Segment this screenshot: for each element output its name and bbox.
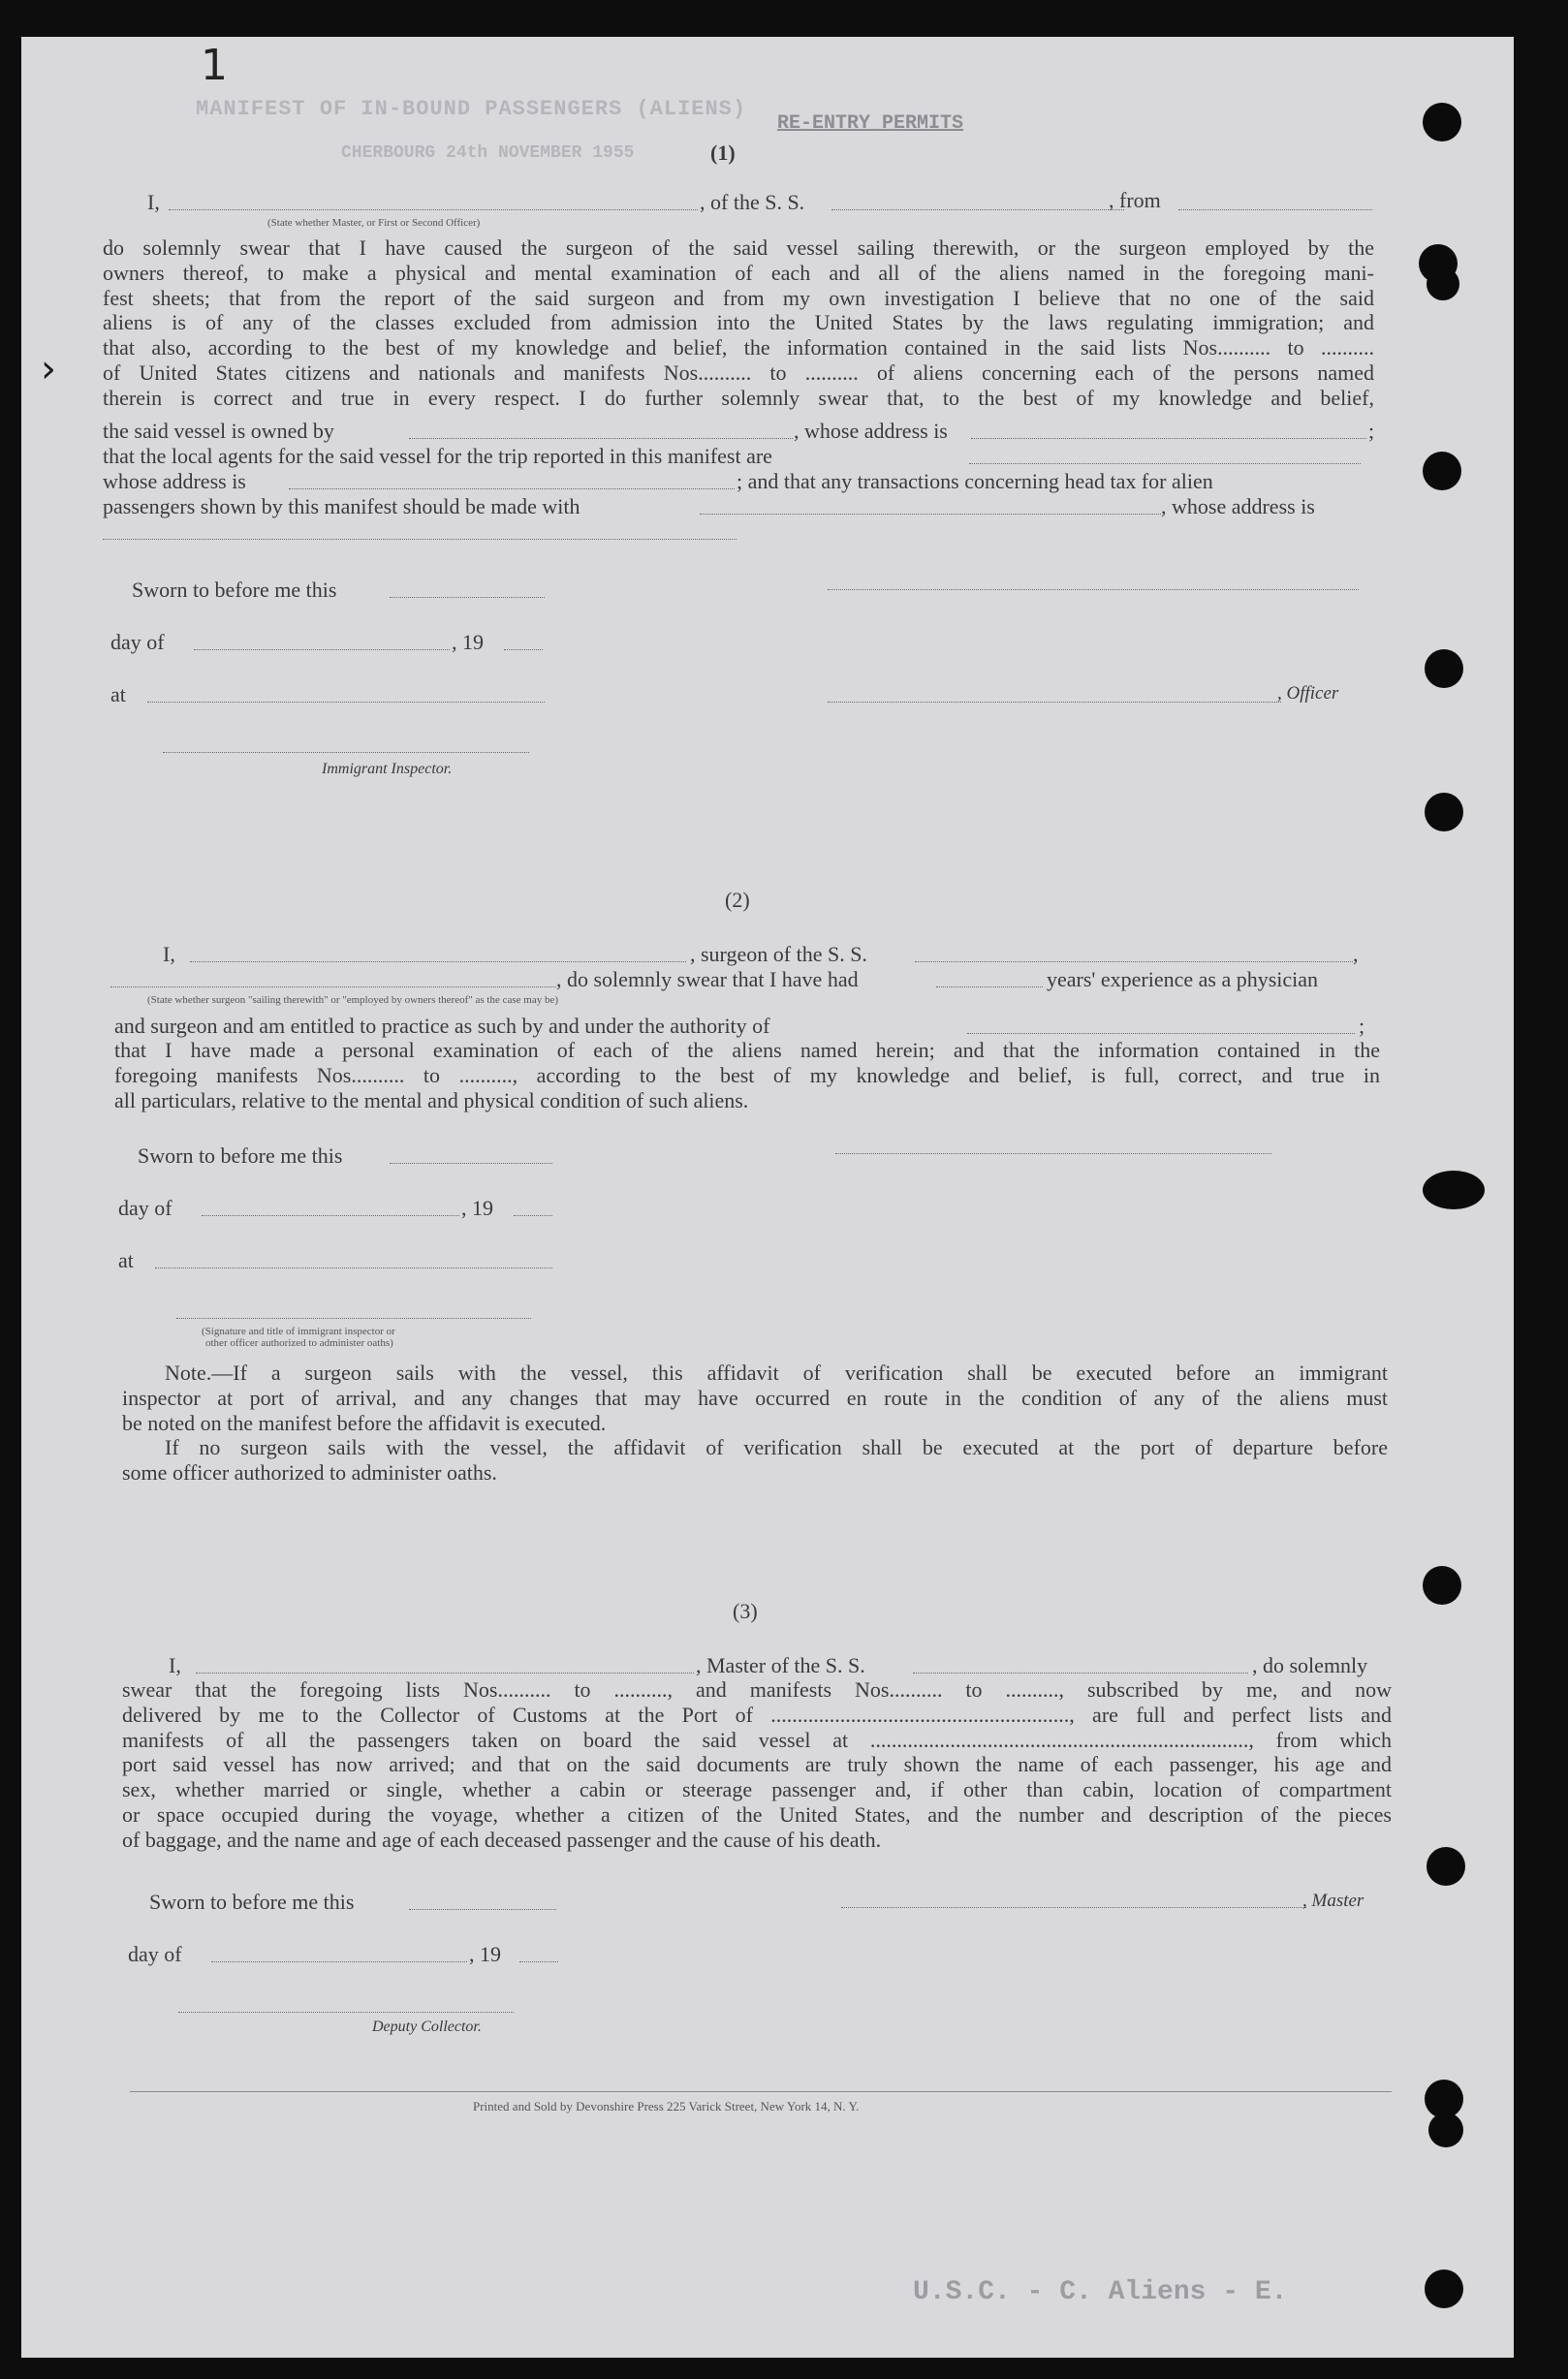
s3-solemnly-label: , do solemnly [1252, 1653, 1368, 1677]
form-id-stamp: U.S.C. - C. Aliens - E. [913, 2277, 1288, 2307]
binder-hole [1423, 452, 1461, 490]
s3-body-line: of baggage, and the name and age of each deceased passenger and the cause of his death. [122, 1827, 882, 1852]
s2-signature-note-2: other officer authorized to administer oaths) [205, 1337, 393, 1349]
stamp-manifest-title: MANIFEST OF IN-BOUND PASSENGERS (ALIENS) [196, 97, 747, 121]
s1-body-line: do solemnly swear that I have caused the surgeon of the said vessel sailing therewith, or the surgeon employed by the [103, 235, 1374, 260]
s2-vessel-field[interactable] [915, 961, 1353, 962]
s1-officer-name-field[interactable] [169, 209, 698, 210]
s2-signature-note-1: (Signature and title of immigrant inspector or [202, 1326, 395, 1337]
s1-body-line: aliens is of any of the classes excluded from admission into the United States by the laws regulating immigration; and [103, 310, 1374, 335]
binder-hole [1425, 793, 1463, 831]
binder-hole [1423, 1171, 1485, 1209]
binder-hole [1427, 267, 1459, 300]
s3-master-of-label: , Master of the S. S. [696, 1653, 865, 1677]
s2-inspector-signature-field[interactable] [176, 1318, 531, 1319]
s3-body-line: or space occupied during the voyage, whether a citizen of the United States, and the number and description of the pieces [122, 1801, 1392, 1827]
binder-hole [1423, 1566, 1461, 1605]
s2-surgeon-note: (State whether surgeon "sailing therewith" or "employed by owners thereof" as the case may be) [147, 994, 559, 1006]
s2-years-label: years' experience as a physician [1047, 967, 1319, 991]
s2-note [122, 1361, 1388, 1486]
s3-deputy-signature-field[interactable] [178, 2012, 514, 2013]
s1-address-3-label: , whose address is [1161, 494, 1315, 518]
s1-local-agents-field[interactable] [969, 463, 1361, 464]
s1-body-line: therein is correct and true in every respect. I do further solemnly swear that, to the best of my knowledge and belief, [103, 385, 1374, 410]
s3-day-field[interactable] [211, 1961, 467, 1962]
s1-from-label: , from [1109, 188, 1161, 212]
s2-note-line: Note.—If a surgeon sails with the vessel, this affidavit of verification shall be executed before an immigrant [165, 1361, 1388, 1385]
s2-comma: , [1353, 942, 1359, 966]
s3-year-label: , 19 [469, 1942, 501, 1966]
section-1-number: (1) [710, 141, 736, 165]
footer-rule [130, 2091, 1392, 2092]
s1-semicolon: ; [1368, 419, 1375, 443]
s1-transactions-address-field[interactable] [103, 539, 737, 540]
s1-owner-address-field[interactable] [971, 438, 1366, 439]
s3-master-label: , Master [1302, 1891, 1364, 1911]
s1-agent-address-field[interactable] [289, 488, 735, 489]
s1-inspector-signature-field[interactable] [163, 752, 529, 753]
s3-sworn-label: Sworn to before me this [149, 1890, 355, 1914]
s1-oath-body [103, 235, 1374, 411]
binder-hole [1425, 2269, 1463, 2308]
s2-sworn-field[interactable] [390, 1163, 552, 1164]
s1-transactions-field[interactable] [700, 514, 1161, 515]
section-2-number: (2) [725, 888, 750, 912]
binder-hole [1423, 103, 1461, 141]
s1-ss-label: , of the S. S. [700, 190, 805, 214]
s2-signature-field[interactable] [835, 1153, 1271, 1154]
s2-note-line: inspector at port of arrival, and any changes that may have occurred en route in the condition of any of the aliens must [122, 1385, 1388, 1410]
s2-sworn-label: Sworn to before me this [138, 1143, 343, 1168]
s1-head-tax-text: ; and that any transactions concerning head tax for alien [737, 469, 1213, 493]
section-3-number: (3) [733, 1599, 758, 1623]
s3-body-line: delivered by me to the Collector of Customs at the Port of ........................................................, are full and perfect lists and [122, 1702, 1392, 1727]
corner-mark: 1 [201, 41, 228, 90]
s3-master-name-field[interactable] [196, 1673, 694, 1674]
s1-day-field[interactable] [194, 649, 450, 650]
s3-body-line: manifests of all the passengers taken on board the said vessel at ......................................................................., from which [122, 1727, 1392, 1752]
s1-vessel-field[interactable] [831, 209, 1124, 210]
s3-sworn-field[interactable] [409, 1909, 556, 1910]
s1-body-line: owners thereof, to make a physical and mental examination of each and all of the aliens named in the foregoing mani- [103, 260, 1374, 285]
s3-body-line: sex, whether married or single, whether a cabin or steerage passenger and, if other than cabin, location of compartment [122, 1777, 1392, 1802]
s1-at-field[interactable] [147, 702, 545, 703]
s2-year-field[interactable] [514, 1215, 552, 1216]
s2-body-line: foregoing manifests Nos.......... to .........., according to the best of my knowledge and belief, is full, correct, and true in [114, 1062, 1380, 1087]
s1-sworn-label: Sworn to before me this [132, 578, 337, 602]
binder-hole [1427, 1847, 1465, 1886]
stamp-port-date: CHERBOURG 24th NOVEMBER 1955 [341, 143, 635, 163]
s1-year-label: , 19 [452, 630, 484, 654]
s3-body-line: port said vessel has now arrived; and that on the said documents are truly shown the name of each passenger, his age and [122, 1752, 1392, 1777]
binder-hole [1425, 649, 1463, 688]
s2-authority-field[interactable] [967, 1033, 1355, 1034]
s2-oath-body [114, 1038, 1380, 1112]
s2-surgeon-type-field[interactable] [110, 986, 556, 987]
s2-body-line: all particulars, relative to the mental and physical condition of such aliens. [114, 1087, 749, 1112]
s2-years-field[interactable] [936, 986, 1043, 987]
s3-day-of-label: day of [128, 1942, 182, 1966]
s3-oath-body [122, 1677, 1392, 1853]
s1-agent-address-label: whose address is [103, 469, 246, 493]
s2-swear-label: , do solemnly swear that I have had [556, 967, 859, 991]
s2-day-of-label: day of [118, 1196, 172, 1220]
s2-surgeon-of-label: , surgeon of the S. S. [690, 942, 867, 966]
s1-from-field[interactable] [1178, 209, 1372, 210]
s2-authority-label: and surgeon and am entitled to practice as such by and under the authority of [114, 1014, 770, 1038]
s1-sworn-field[interactable] [390, 597, 545, 598]
s1-passengers-text: passengers shown by this manifest should be made with [103, 494, 580, 518]
s1-inspector-label: Immigrant Inspector. [322, 761, 453, 777]
s1-i-label: I, [147, 190, 160, 214]
s1-officer-label: , Officer [1277, 683, 1339, 704]
s2-body-line: that I have made a personal examination of each of the aliens named herein; and that the information contained in the [114, 1038, 1380, 1062]
s1-owned-by-label: the said vessel is owned by [103, 419, 334, 443]
s1-signature-field[interactable] [828, 589, 1359, 590]
s2-note-line: some officer authorized to administer oaths. [122, 1460, 497, 1486]
s1-officer-note: (State whether Master, or First or Second Officer) [267, 217, 481, 229]
s2-note-line: be noted on the manifest before the affidavit is executed. [122, 1410, 607, 1435]
s1-local-agents-label: that the local agents for the said vessel for the trip reported in this manifest are [103, 444, 772, 468]
left-edge-tick: › [41, 347, 56, 391]
s2-semicolon: ; [1359, 1014, 1365, 1038]
s2-day-field[interactable] [202, 1215, 459, 1216]
s2-surgeon-name-field[interactable] [190, 961, 686, 962]
s1-owner-address-label: , whose address is [794, 419, 948, 443]
s1-at-label: at [110, 682, 126, 706]
s1-owner-field[interactable] [409, 438, 793, 439]
s1-body-line: of United States citizens and nationals and manifests Nos.......... to .......... of aliens concerning each of the persons named [103, 360, 1374, 385]
s3-year-field[interactable] [519, 1961, 558, 1962]
s3-i-label: I, [169, 1653, 181, 1677]
s1-body-line: fest sheets; that from the report of the said surgeon and from my own investigation I believe that no one of the said [103, 285, 1374, 310]
s1-year-field[interactable] [504, 649, 543, 650]
s3-vessel-field[interactable] [913, 1673, 1248, 1674]
binder-hole [1428, 2113, 1463, 2147]
manifest-page [21, 37, 1514, 2358]
s1-officer-field[interactable] [828, 702, 1281, 703]
s1-day-of-label: day of [110, 630, 165, 654]
s2-year-label: , 19 [461, 1196, 493, 1220]
s3-deputy-label: Deputy Collector. [372, 2019, 482, 2035]
s2-at-label: at [118, 1248, 134, 1272]
s1-body-line: that also, according to the best of my knowledge and belief, the information contained in the said lists Nos.......... to .......... [103, 335, 1374, 360]
s2-note-line: If no surgeon sails with the vessel, the affidavit of verification shall be executed at the port of departure before [165, 1435, 1388, 1460]
s2-i-label: I, [163, 942, 175, 966]
printer-imprint: Printed and Sold by Devonshire Press 225 Varick Street, New York 14, N. Y. [473, 2099, 860, 2113]
s3-master-signature-field[interactable] [841, 1907, 1306, 1908]
s3-body-line: swear that the foregoing lists Nos.......... to .........., and manifests Nos.......... to .........., subscribed by me, and now [122, 1677, 1392, 1702]
stamp-reentry: RE-ENTRY PERMITS [777, 112, 964, 135]
